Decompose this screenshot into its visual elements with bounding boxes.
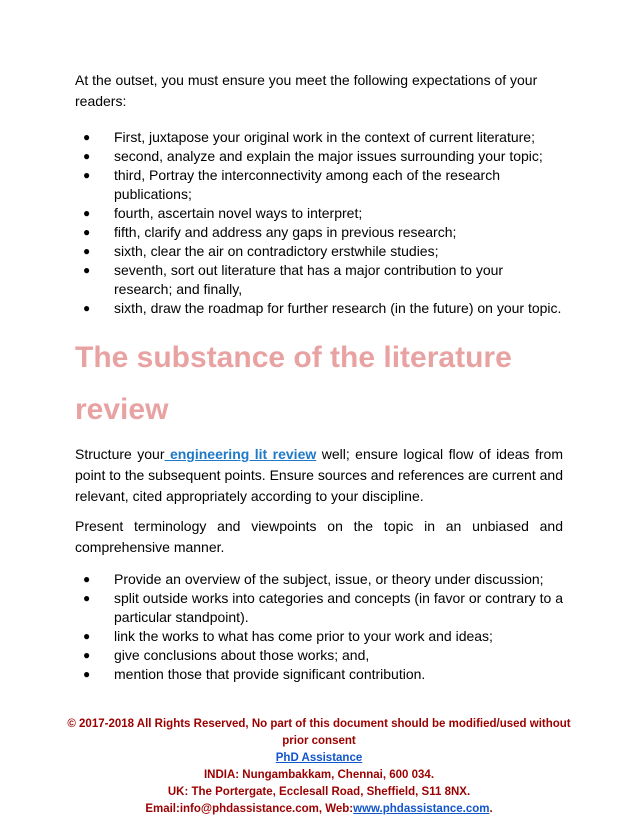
bullet-icon: ● [83,225,91,239]
list-item: ● mention those that provide significant contribution. [83,666,426,682]
terminology-paragraph: Present terminology and viewpoints on the topic in an unbiased and comprehensive manner. [75,518,563,555]
bullet-icon: ● [83,149,91,163]
list-item: ● split outside works into categories and concepts (in favor or contrary to a particular standpoint). [83,590,563,625]
list-item: ● seventh, sort out literature that has a major contribution to your research; and finally, [83,262,504,297]
list-item: ● sixth, draw the roadmap for further research (in the future) on your topic. [83,300,562,316]
bullet-icon: ● [83,648,91,662]
list-item: ● First, juxtapose your original work in the context of current literature; [83,129,535,145]
engineering-lit-review-link[interactable]: engineering lit review [164,446,317,462]
copyright-notice: © 2017-2018 All Rights Reserved, No part of this document should be modified/used without prior consent [67,718,571,747]
section-heading: The substance of the literature [75,341,512,374]
expectations-list [75,128,563,318]
list-item: ● Provide an overview of the subject, issue, or theory under discussion; [83,571,544,587]
page-footer [60,716,578,818]
guidelines-list [75,570,563,684]
list-item: ● sixth, clear the air on contradictory erstwhile studies; [83,243,439,259]
bullet-icon: ● [83,667,91,681]
list-item: ● third, Portray the interconnectivity among each of the research publications; [83,167,500,202]
structure-paragraph: Structure your engineering lit review well; ensure logical flow of ideas from point to the subsequent points. Ensure sources and references are current and relevant, cited appropriately according to your discipline. [75,446,563,504]
list-item: ● fifth, clarify and address any gaps in previous research; [83,224,457,240]
uk-address: UK: The Portergate, Ecclesall Road, Sheffield, S11 8NX. [167,786,471,798]
bullet-icon: ● [83,168,91,182]
bullet-icon: ● [83,244,91,258]
bullet-icon: ● [83,206,91,220]
website-link[interactable]: www.phdassistance.com [353,803,490,815]
bullet-icon: ● [83,301,91,315]
list-item: ● give conclusions about those works; and, [83,647,370,663]
list-item: ● fourth, ascertain novel ways to interpret; [83,205,363,221]
contact-line: Email:info@phdassistance.com, Web:www.phdassistance.com. [145,803,493,815]
india-address: INDIA: Nungambakkam, Chennai, 600 034. [203,769,435,781]
bullet-icon: ● [83,572,91,586]
list-item: ● second, analyze and explain the major issues surrounding your topic; [83,148,543,164]
section-heading-continued: review [75,393,169,426]
bullet-icon: ● [83,263,91,277]
bullet-icon: ● [83,629,91,643]
bullet-icon: ● [83,130,91,144]
list-item: ● link the works to what has come prior to your work and ideas; [83,628,493,644]
bullet-icon: ● [83,591,91,605]
intro-paragraph: At the outset, you must ensure you meet the following expectations of your readers: [75,72,538,109]
phd-assistance-link[interactable]: PhD Assistance [275,752,363,764]
